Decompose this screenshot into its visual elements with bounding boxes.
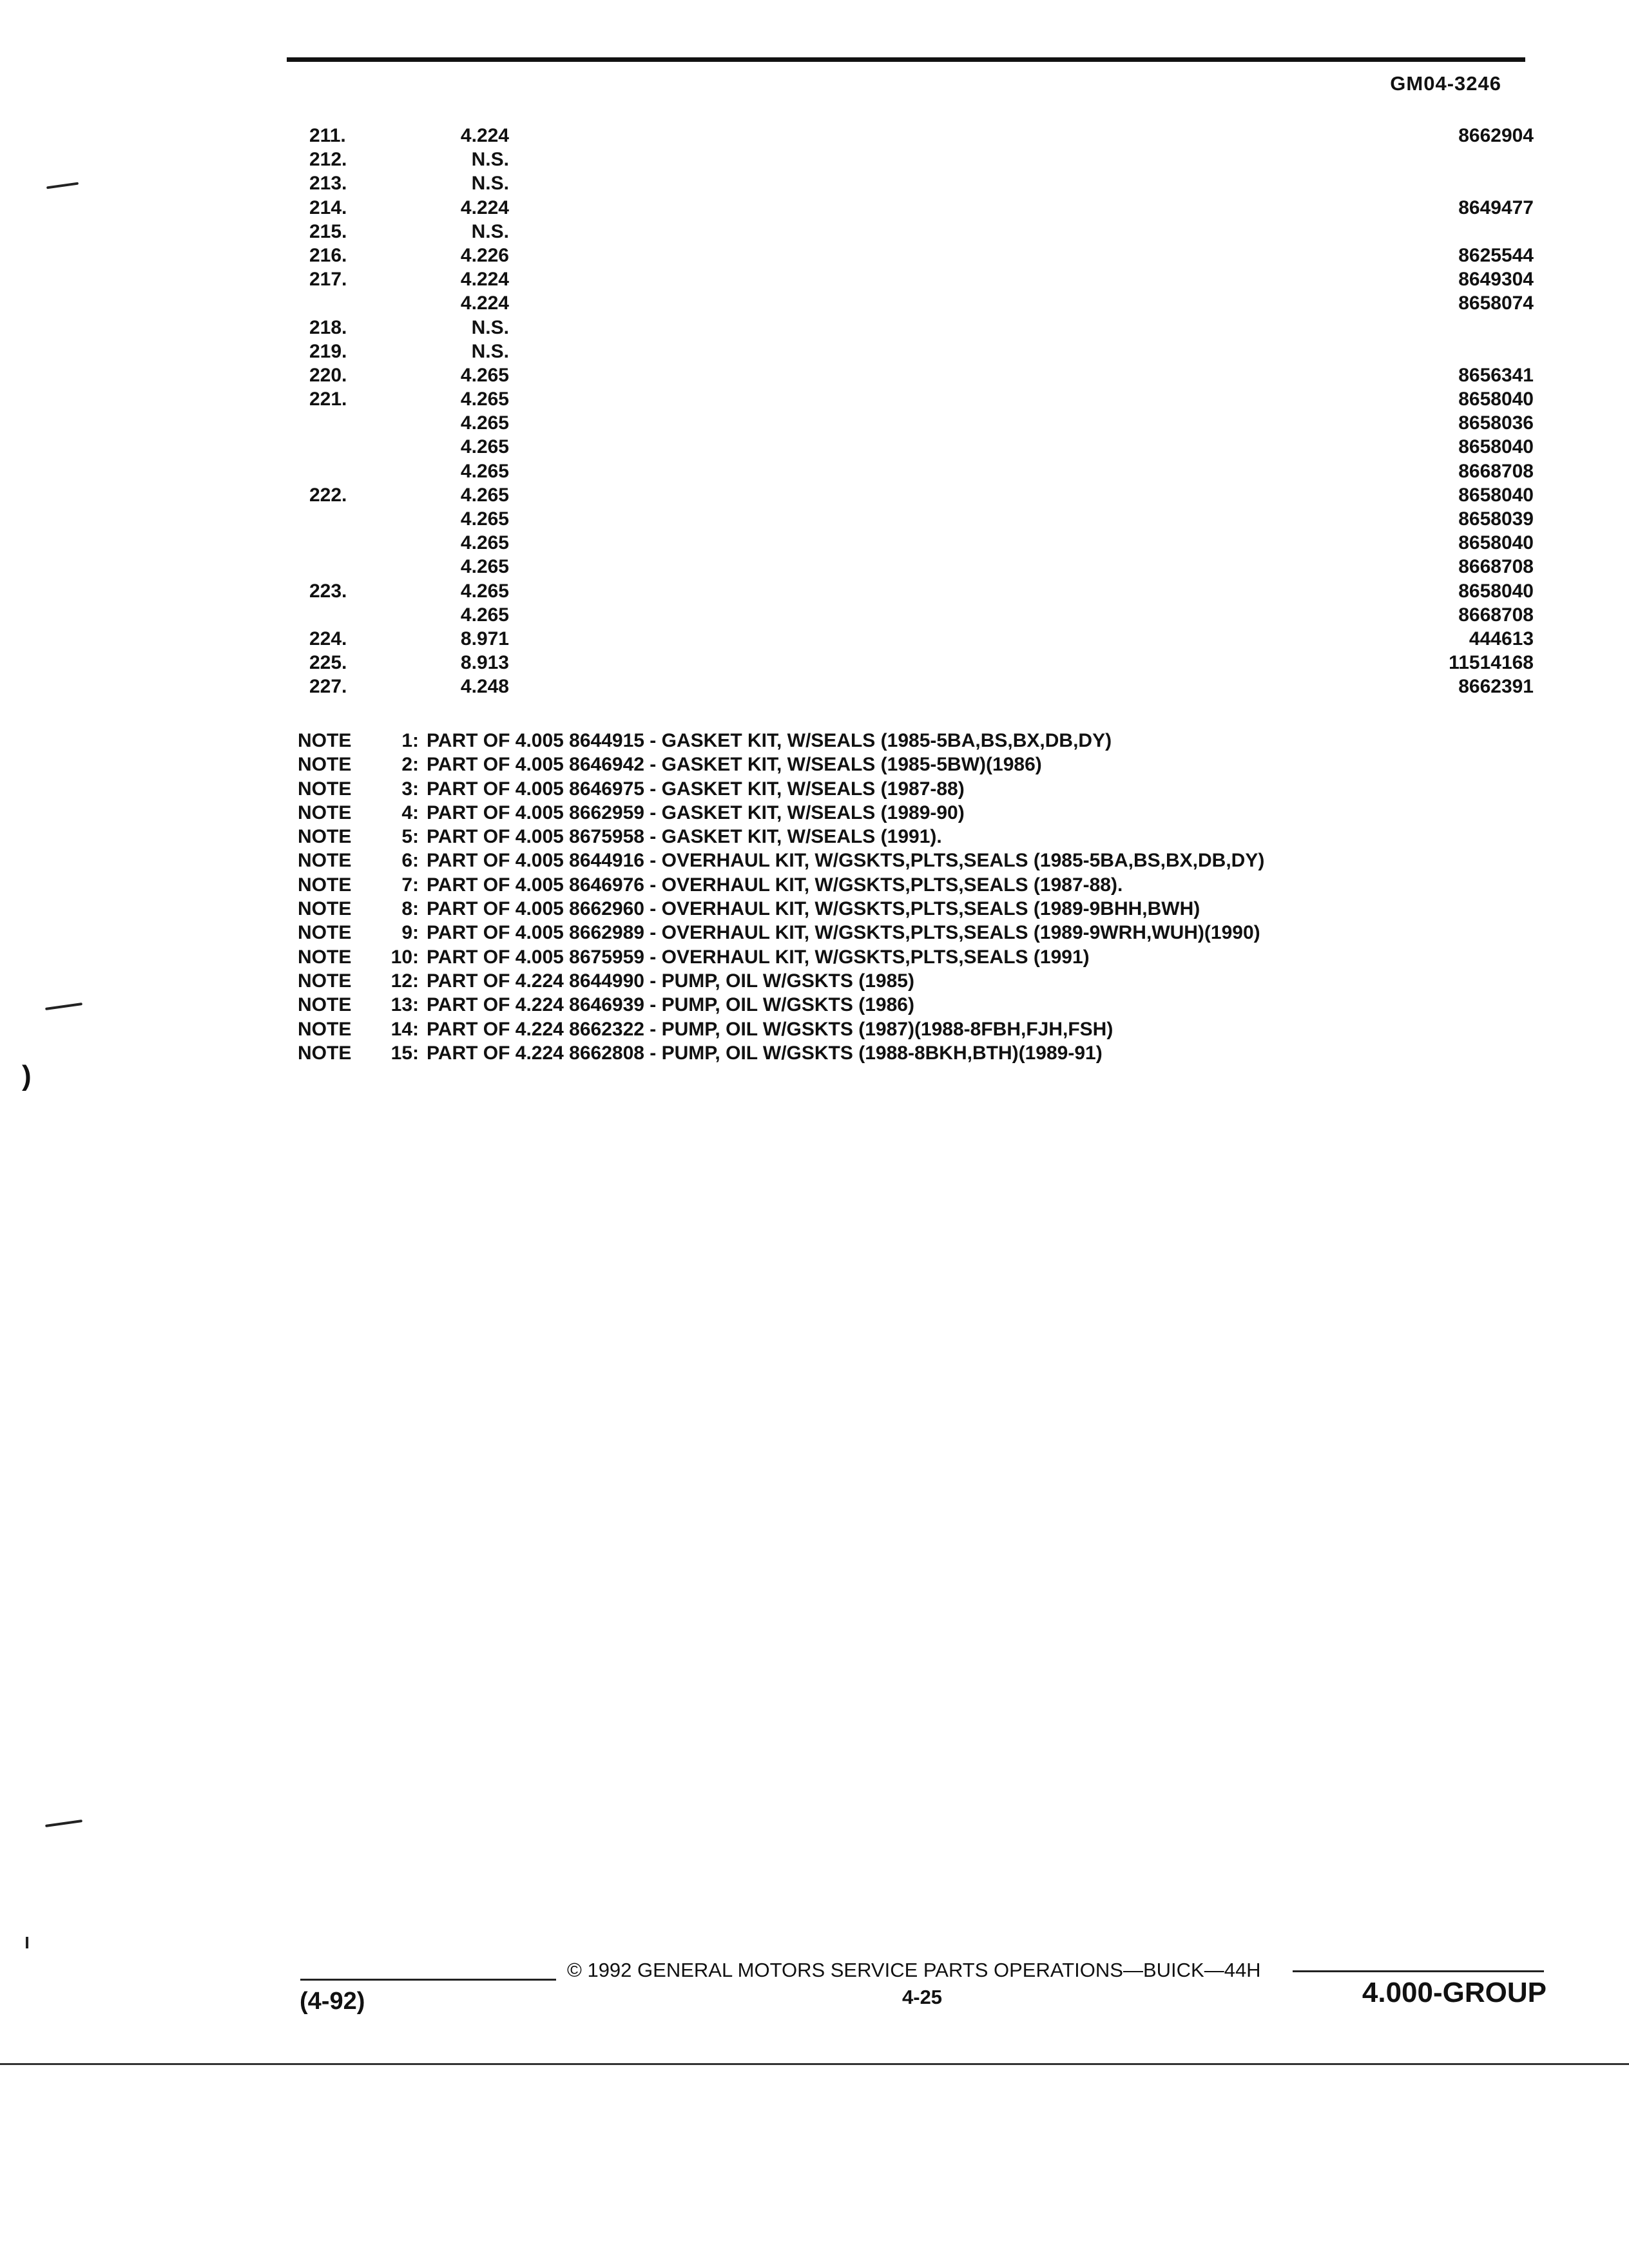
top-rule	[287, 57, 1525, 62]
note-label: NOTE	[298, 850, 352, 872]
part-number: 8668708	[1458, 604, 1534, 626]
part-row	[309, 365, 1534, 389]
note-label: NOTE	[298, 778, 352, 800]
margin-mark	[45, 1820, 82, 1827]
page-number: 4-25	[902, 1986, 943, 2008]
margin-paren: )	[22, 1060, 32, 1091]
item-number: 218.	[309, 316, 347, 338]
note-row	[298, 826, 1522, 850]
part-row	[309, 269, 1534, 293]
part-number: 8625544	[1458, 244, 1534, 266]
parts-list	[309, 125, 1534, 700]
group-number: N.S.	[471, 316, 509, 338]
group-number: 4.265	[460, 389, 509, 410]
part-row	[309, 245, 1534, 269]
part-number: 444613	[1469, 628, 1534, 649]
note-number: 4:	[401, 802, 419, 823]
note-row	[298, 970, 1522, 994]
part-number: 8656341	[1458, 364, 1534, 386]
part-row	[309, 604, 1534, 628]
group-number: 8.971	[460, 628, 509, 649]
part-row	[309, 317, 1534, 341]
bottom-rule	[0, 2063, 1629, 2065]
item-number: 222.	[309, 484, 347, 506]
part-row	[309, 341, 1534, 365]
part-row	[309, 293, 1534, 316]
note-text: PART OF 4.005 8644915 - GASKET KIT, W/SEALS (1985-5BA,BS,BX,DB,DY)	[427, 730, 1112, 751]
note-text: PART OF 4.005 8644916 - OVERHAUL KIT, W/GSKTS,PLTS,SEALS (1985-5BA,BS,BX,DB,DY)	[427, 850, 1265, 872]
note-number: 9:	[401, 922, 419, 944]
note-label: NOTE	[298, 874, 352, 896]
note-text: PART OF 4.224 8646939 - PUMP, OIL W/GSKTS (1986)	[427, 994, 914, 1016]
item-number: 215.	[309, 220, 347, 242]
group-number: 4.265	[460, 460, 509, 482]
section-label: 4.000-GROUP	[1362, 1977, 1547, 2008]
group-number: 4.265	[460, 412, 509, 434]
group-number: 4.265	[460, 484, 509, 506]
part-row	[309, 485, 1534, 508]
item-number: 227.	[309, 676, 347, 698]
note-label: NOTE	[298, 754, 352, 776]
part-row	[309, 628, 1534, 652]
margin-mark	[46, 182, 79, 189]
group-number: 4.265	[460, 436, 509, 458]
note-row	[298, 730, 1522, 754]
note-text: PART OF 4.005 8675959 - OVERHAUL KIT, W/GSKTS,PLTS,SEALS (1991)	[427, 946, 1090, 968]
group-number: N.S.	[471, 340, 509, 362]
note-label: NOTE	[298, 802, 352, 823]
group-number: 4.265	[460, 580, 509, 602]
notes-list	[298, 730, 1522, 1066]
note-row	[298, 898, 1522, 922]
note-label: NOTE	[298, 826, 352, 848]
note-text: PART OF 4.224 8644990 - PUMP, OIL W/GSKTS (1985)	[427, 970, 914, 992]
item-number: 221.	[309, 389, 347, 410]
note-row	[298, 778, 1522, 802]
part-number: 8658040	[1458, 389, 1534, 410]
part-row	[309, 149, 1534, 173]
note-text: PART OF 4.005 8662959 - GASKET KIT, W/SEALS (1989-90)	[427, 802, 965, 823]
note-label: NOTE	[298, 1018, 352, 1040]
note-label: NOTE	[298, 922, 352, 944]
note-row	[298, 947, 1522, 970]
part-row	[309, 173, 1534, 197]
note-text: PART OF 4.005 8662989 - OVERHAUL KIT, W/GSKTS,PLTS,SEALS (1989-9WRH,WUH)(1990)	[427, 922, 1260, 944]
part-row	[309, 436, 1534, 460]
group-number: 4.265	[460, 364, 509, 386]
group-number: 4.226	[460, 244, 509, 266]
document-id: GM04-3246	[1390, 72, 1501, 95]
part-number: 8668708	[1458, 556, 1534, 578]
note-text: PART OF 4.224 8662808 - PUMP, OIL W/GSKTS (1988-8BKH,BTH)(1989-91)	[427, 1042, 1103, 1064]
note-number: 7:	[401, 874, 419, 896]
item-number: 220.	[309, 364, 347, 386]
note-row	[298, 922, 1522, 946]
part-number: 8658036	[1458, 412, 1534, 434]
group-number: 8.913	[460, 652, 509, 674]
margin-mark	[45, 1003, 82, 1010]
note-number: 8:	[401, 898, 419, 920]
copyright-line: © 1992 GENERAL MOTORS SERVICE PARTS OPERATIONS—BUICK—44H	[567, 1959, 1261, 1981]
item-number: 211.	[309, 125, 346, 146]
part-row	[309, 389, 1534, 412]
note-number: 5:	[401, 826, 419, 848]
part-number: 8668708	[1458, 460, 1534, 482]
note-label: NOTE	[298, 898, 352, 920]
part-row	[309, 676, 1534, 700]
item-number: 223.	[309, 580, 347, 602]
note-number: 1:	[401, 730, 419, 751]
group-number: 4.224	[460, 293, 509, 314]
part-row	[309, 412, 1534, 436]
note-text: PART OF 4.005 8646975 - GASKET KIT, W/SEALS (1987-88)	[427, 778, 965, 800]
note-label: NOTE	[298, 730, 352, 751]
revision-date: (4-92)	[300, 1988, 365, 2015]
note-label: NOTE	[298, 1042, 352, 1064]
part-number: 8649477	[1458, 197, 1534, 218]
note-row	[298, 1043, 1522, 1066]
note-number: 3:	[401, 778, 419, 800]
group-number: 4.265	[460, 556, 509, 578]
item-number: 216.	[309, 244, 347, 266]
part-number: 11514168	[1449, 652, 1534, 674]
part-row	[309, 532, 1534, 556]
group-number: 4.248	[460, 676, 509, 698]
part-row	[309, 125, 1534, 149]
note-text: PART OF 4.005 8662960 - OVERHAUL KIT, W/GSKTS,PLTS,SEALS (1989-9BHH,BWH)	[427, 898, 1200, 920]
footer-rule-right	[1293, 1970, 1544, 1972]
item-number: 217.	[309, 269, 347, 291]
item-number: 213.	[309, 173, 347, 195]
item-number: 224.	[309, 628, 347, 649]
part-number: 8662391	[1458, 676, 1534, 698]
part-number: 8658074	[1458, 293, 1534, 314]
part-row	[309, 508, 1534, 532]
item-number: 225.	[309, 652, 347, 674]
note-text: PART OF 4.005 8675958 - GASKET KIT, W/SEALS (1991).	[427, 826, 942, 848]
item-number: 212.	[309, 149, 347, 171]
note-row	[298, 874, 1522, 898]
note-row	[298, 754, 1522, 778]
note-label: NOTE	[298, 994, 352, 1016]
item-number: 219.	[309, 340, 347, 362]
part-row	[309, 652, 1534, 676]
note-number: 15:	[390, 1042, 419, 1064]
part-number: 8658040	[1458, 436, 1534, 458]
group-number: N.S.	[471, 173, 509, 195]
group-number: 4.265	[460, 508, 509, 530]
note-number: 10:	[390, 946, 419, 968]
item-number: 214.	[309, 197, 347, 218]
note-number: 14:	[390, 1018, 419, 1040]
part-number: 8658040	[1458, 484, 1534, 506]
group-number: N.S.	[471, 149, 509, 171]
group-number: 4.224	[460, 125, 509, 146]
margin-tick	[26, 1937, 28, 1948]
group-number: 4.265	[460, 604, 509, 626]
note-text: PART OF 4.005 8646942 - GASKET KIT, W/SEALS (1985-5BW)(1986)	[427, 754, 1042, 776]
part-row	[309, 461, 1534, 485]
note-number: 2:	[401, 754, 419, 776]
note-label: NOTE	[298, 946, 352, 968]
note-row	[298, 994, 1522, 1018]
note-text: PART OF 4.224 8662322 - PUMP, OIL W/GSKTS (1987)(1988-8FBH,FJH,FSH)	[427, 1018, 1113, 1040]
part-number: 8658039	[1458, 508, 1534, 530]
part-row	[309, 221, 1534, 245]
group-number: N.S.	[471, 220, 509, 242]
part-row	[309, 197, 1534, 221]
note-text: PART OF 4.005 8646976 - OVERHAUL KIT, W/GSKTS,PLTS,SEALS (1987-88).	[427, 874, 1123, 896]
note-label: NOTE	[298, 970, 352, 992]
note-number: 12:	[390, 970, 419, 992]
group-number: 4.224	[460, 197, 509, 218]
note-number: 6:	[401, 850, 419, 872]
note-row	[298, 850, 1522, 874]
note-row	[298, 1019, 1522, 1043]
group-number: 4.265	[460, 532, 509, 554]
footer-rule-left	[300, 1979, 556, 1981]
part-number: 8649304	[1458, 269, 1534, 291]
note-row	[298, 802, 1522, 826]
part-number: 8658040	[1458, 532, 1534, 554]
group-number: 4.224	[460, 269, 509, 291]
part-row	[309, 581, 1534, 604]
note-number: 13:	[390, 994, 419, 1016]
part-row	[309, 556, 1534, 580]
part-number: 8662904	[1458, 125, 1534, 146]
part-number: 8658040	[1458, 580, 1534, 602]
